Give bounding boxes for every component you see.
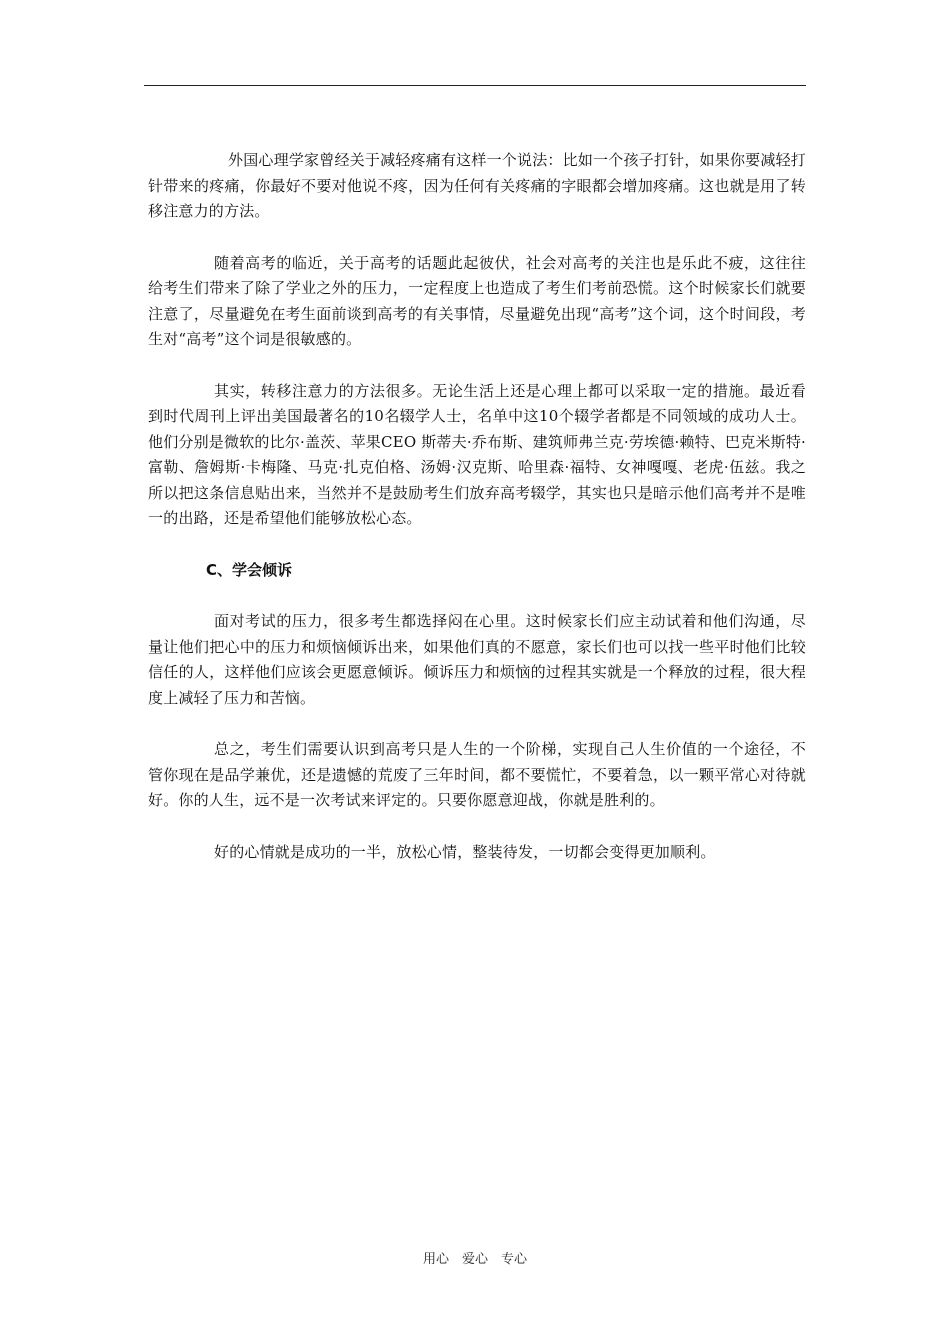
paragraph-exam-pressure: 随着高考的临近，关于高考的话题此起彼伏，社会对高考的关注也是乐此不疲，这往往给考生们带来了除了学业之外的压力，一定程度上也造成了考生们考前恐慌。这个时候家长们就要注意了，尽量避免在考生面前谈到高考的有关事情，尽量避免出现“高考”这个词，这个时间段，考生对“高考”这个词是很敏感的。: [148, 253, 806, 348]
paragraph-gap: [148, 583, 806, 609]
document-body: [148, 148, 806, 865]
page-footer: 用心 爱心 专心: [422, 1252, 527, 1267]
paragraph-gap: [148, 225, 806, 251]
paragraph-pain-distraction: 外国心理学家曾经关于减轻疼痛有这样一个说法：比如一个孩子打针，如果你要减轻打针带来的疼痛，你最好不要对他说不疼，因为任何有关疼痛的字眼都会增加疼痛。这也就是用了转移注意力的方法。: [148, 151, 806, 220]
paragraph-gap: [148, 814, 806, 840]
paragraph-gap: [148, 711, 806, 737]
paragraph-confide: 面对考试的压力，很多考生都选择闷在心里。这时候家长们应主动试着和他们沟通，尽量让他们把心中的压力和烦恼倾诉出来，如果他们真的不愿意，家长们也可以找一些平时他们比较信任的人，这样他们应该会更愿意倾诉。倾诉压力和烦恼的过程其实就是一个释放的过程，很大程度上减轻了压力和苦恼。: [148, 612, 806, 707]
section-heading-c: C、学会倾诉: [206, 560, 293, 579]
paragraph-gap: [148, 532, 806, 558]
header-divider: [144, 85, 806, 86]
paragraph-gap: [148, 353, 806, 379]
paragraph-closing: 好的心情就是成功的一半，放松心情，整装待发，一切都会变得更加顺利。: [214, 842, 716, 861]
paragraph-dropouts: 其实，转移注意力的方法很多。无论生活上还是心理上都可以采取一定的措施。最近看到时代周刊上评出美国最著名的10名辍学人士，名单中这10个辍学者都是不同领域的成功人士。他们分别是微软的比尔·盖茨、苹果CEO 斯蒂夫·乔布斯、建筑师弗兰克·劳埃德·赖特、巴克米斯特·富勒、詹姆斯·卡梅隆、马克·扎克伯格、汤姆·汉克斯、哈里森·福特、女神嘎嘎、老虎·伍兹。我之所以把这条信息贴出来，当然并不是鼓励考生们放弃高考辍学，其实也只是暗示他们高考并不是唯一的出路，还是希望他们能够放松心态。: [148, 381, 806, 527]
paragraph-conclusion: 总之，考生们需要认识到高考只是人生的一个阶梯，实现自己人生价值的一个途径，不管你现在是品学兼优，还是遗憾的荒废了三年时间，都不要慌忙，不要着急，以一颗平常心对待就好。你的人生，远不是一次考试来评定的。只要你愿意迎战，你就是胜利的。: [148, 740, 806, 809]
